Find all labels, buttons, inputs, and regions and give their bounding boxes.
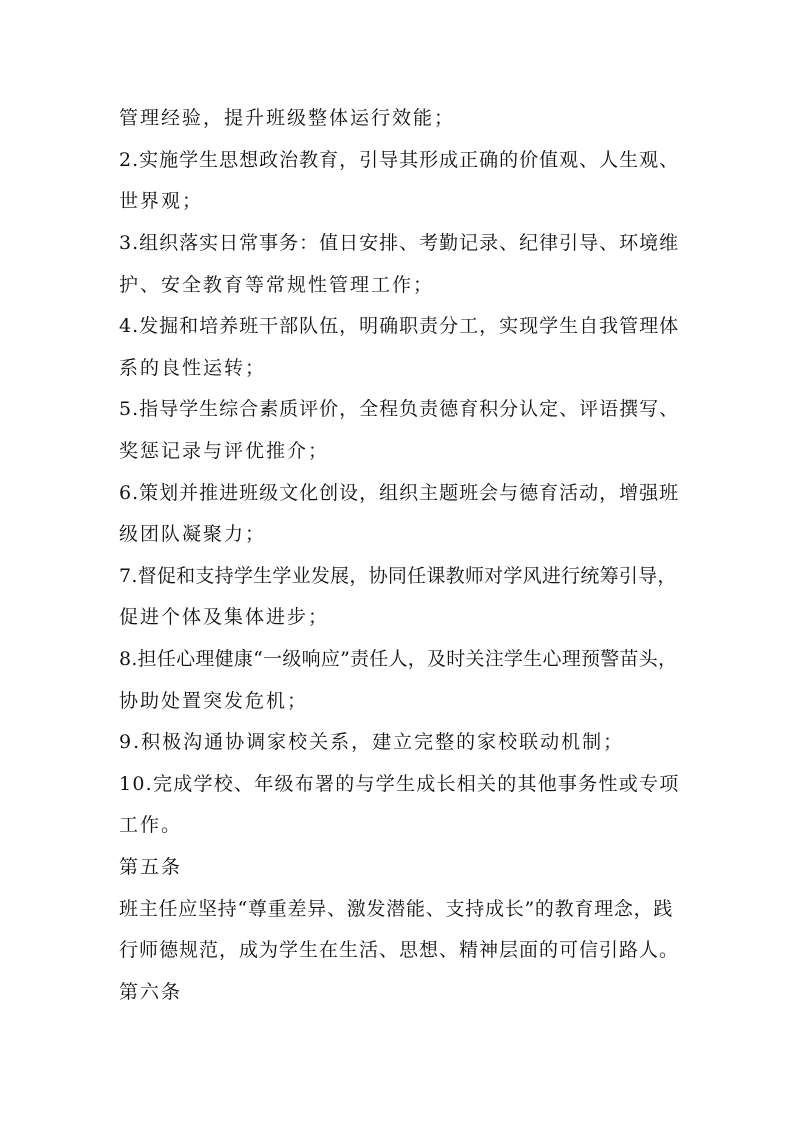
text-line: 级团队凝聚力； <box>119 523 267 545</box>
text-line: 奖惩记录与评优推介； <box>119 440 330 462</box>
text-line: 管理经验，提升班级整体运行效能； <box>119 107 456 129</box>
text-line: 5.指导学生综合素质评价，全程负责德育积分认定、评语撰写、 <box>119 398 680 420</box>
text-line: 2.实施学生思想政治教育，引导其形成正确的价值观、人生观、 <box>119 149 680 171</box>
section-heading: 第五条 <box>119 856 183 878</box>
text-line: 8.担任心理健康“一级响应”责任人，及时关注学生心理预警苗头， <box>119 648 678 670</box>
text-line: 4.发掘和培养班干部队伍，明确职责分工，实现学生自我管理体 <box>119 315 680 337</box>
text-line: 协助处置突发危机； <box>119 690 309 712</box>
text-line: 促进个体及集体进步； <box>119 606 330 628</box>
text-line: 世界观； <box>119 190 204 212</box>
text-line: 工作。 <box>119 814 183 836</box>
text-line: 护、安全教育等常规性管理工作； <box>119 274 435 296</box>
text-line: 7.督促和支持学生学业发展，协同任课教师对学风进行统筹引导， <box>119 565 677 587</box>
text-line: 6.策划并推进班级文化创设，组织主题班会与德育活动，增强班 <box>119 482 680 504</box>
text-line: 9.积极沟通协调家校关系，建立完整的家校联动机制； <box>119 731 625 753</box>
section-heading: 第六条 <box>119 981 183 1003</box>
text-line: 班主任应坚持“尊重差异、激发潜能、支持成长”的教育理念，践 <box>119 898 674 920</box>
text-line: 3.组织落实日常事务：值日安排、考勤记录、纪律引导、环境维 <box>119 232 680 254</box>
text-line: 10.完成学校、年级布署的与学生成长相关的其他事务性或专项 <box>119 773 680 795</box>
text-line: 系的良性运转； <box>119 357 267 379</box>
text-line: 行师德规范，成为学生在生活、思想、精神层面的可信引路人。 <box>119 939 680 961</box>
